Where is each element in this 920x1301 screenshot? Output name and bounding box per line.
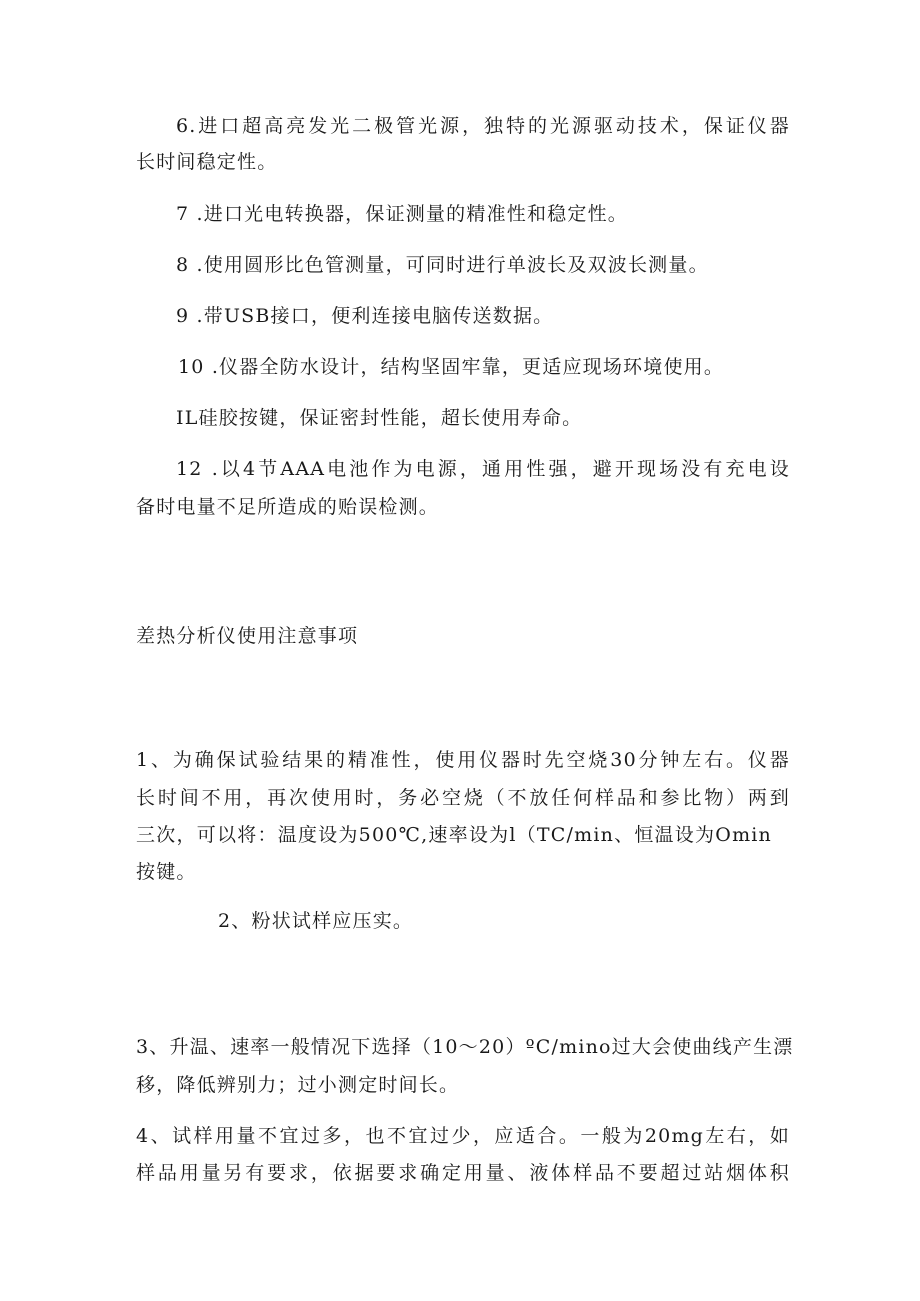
paragraph-line: 长时间稳定性。 <box>136 151 278 173</box>
paragraph-line: 1、为确保试验结果的精准性，使用仪器时先空烧30分钟左右。仪器 <box>136 749 790 771</box>
note-item-2: 2、粉状试样应压实。 <box>218 910 414 932</box>
paragraph-line: 3、升温、速率一般情况下选择（10～20）ºC∕mino过大会使曲线产生漂 <box>136 1036 794 1058</box>
feature-item-8: 8 .使用圆形比色管测量，可同时进行单波长及双波长测量。 <box>176 254 709 276</box>
feature-item-10: 10 .仪器全防水设计，结构坚固牢靠，更适应现场环境使用。 <box>178 356 725 378</box>
feature-item-7: 7 .进口光电转换器，保证测量的精准性和稳定性。 <box>176 203 628 225</box>
paragraph-line: 4、试样用量不宜过多，也不宜过少，应适合。一般为20mg左右，如 <box>136 1125 790 1147</box>
paragraph-line: 12 .以4节AAA电池作为电源，通用性强，避开现场没有充电设 <box>176 458 790 480</box>
feature-item-9: 9 .带USB接口，便利连接电脑传送数据。 <box>176 305 554 327</box>
feature-item-11: IL硅胶按键，保证密封性能，超长使用寿命。 <box>176 407 583 429</box>
section-title: 差热分析仪使用注意事项 <box>136 625 359 647</box>
paragraph-line: 长时间不用，再次使用时，务必空烧（不放任何样品和参比物）两到 <box>136 787 790 809</box>
paragraph-line: 样品用量另有要求，依据要求确定用量、液体样品不要超过站烟体积 <box>136 1162 790 1184</box>
paragraph-line: 备时电量不足所造成的贻误检测。 <box>136 496 440 518</box>
paragraph-line: 移，降低辨别力；过小测定时间长。 <box>136 1074 460 1096</box>
paragraph-line: 按键。 <box>136 861 197 883</box>
paragraph-line: 三次，可以将：温度设为500℃,速率设为l（TC∕min、恒温设为Omin <box>136 824 772 846</box>
paragraph-line: 6.进口超高亮发光二极管光源，独特的光源驱动技术，保证仪器 <box>176 115 790 137</box>
